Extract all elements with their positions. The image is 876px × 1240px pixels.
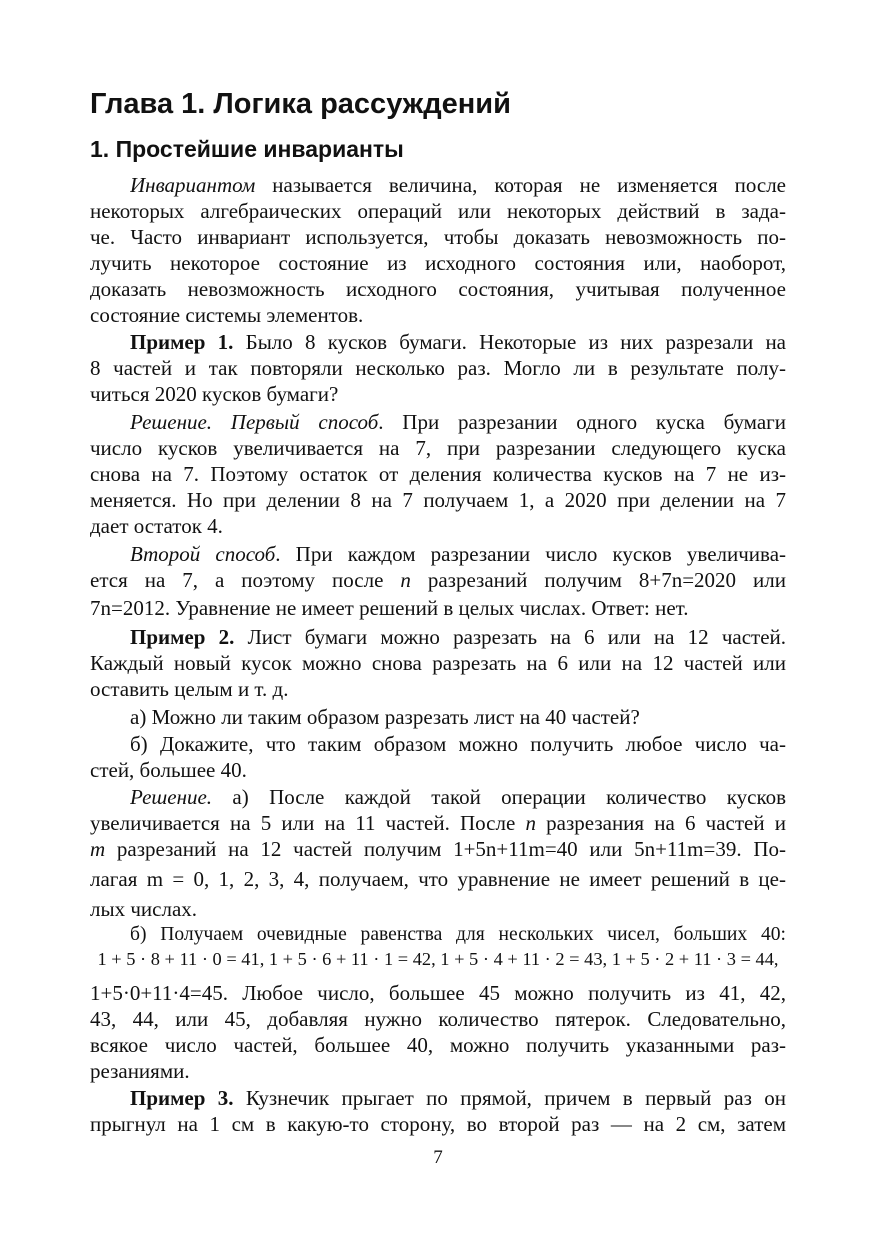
solution-line: Решение. а) После каждой такой операции количество кусков: [130, 785, 786, 809]
text-line: че. Часто инвариант используется, чтобы доказать невозможность по-: [90, 225, 786, 249]
equation: 7n=2012.: [90, 596, 171, 620]
text-line: Инвариантом называется величина, которая не изменяется после: [130, 173, 786, 197]
text-line: состояние системы элементов.: [90, 303, 364, 327]
text-line: доказать невозможность исходного состояния, учитывая полученное: [90, 277, 786, 301]
text-line: дает остаток 4.: [90, 514, 223, 538]
equation: m = 0, 1, 2, 3, 4,: [146, 867, 310, 891]
text-line: m разрезаний на 12 частей получим 1+5n+11m=40 или 5n+11m=39. По-: [90, 837, 786, 861]
solution-label: Решение. Первый способ: [130, 410, 379, 434]
text-line: некоторых алгебраических операций или некоторых действий в зада-: [90, 199, 786, 223]
section-title: 1. Простейшие инварианты: [90, 136, 404, 162]
text-line: 8 частей и так повторяли несколько раз. Могло ли в результате полу-: [90, 356, 786, 380]
equation: 5n+11m=39.: [634, 837, 742, 861]
text-line: оставить целым и т. д.: [90, 677, 289, 701]
text-line: резаниями.: [90, 1059, 190, 1083]
text-line: 1+5·0+11·4=45. Любое число, большее 45 можно получить из 41, 42,: [90, 981, 786, 1005]
text-line: меняется. Но при делении 8 на 7 получаем 1, а 2020 при делении на 7: [90, 488, 786, 512]
text-line: Каждый новый кусок можно снова разрезать на 6 или на 12 частей или: [90, 651, 786, 675]
text-line: число кусков увеличивается на 7, при разрезании следующего куска: [90, 436, 786, 460]
text-line: увеличивается на 5 или на 11 частей. После n разрезания на 6 частей и: [90, 811, 786, 835]
solution-line: Второй способ. При каждом разрезании число кусков увеличива-: [130, 542, 786, 566]
text-line: стей, большее 40.: [90, 758, 247, 782]
text-line: читься 2020 кусков бумаги?: [90, 382, 339, 406]
example-2-line: Пример 2. Лист бумаги можно разрезать на 6 или на 12 частей.: [130, 625, 786, 649]
text-line: снова на 7. Поэтому остаток от деления количества кусков на 7 не из-: [90, 462, 786, 486]
equation: 8+7n=2020: [638, 568, 737, 592]
text-line: лых числах.: [90, 897, 198, 921]
text-line: прыгнул на 1 см в какую-то сторону, во второй раз — на 2 см, затем: [90, 1112, 786, 1136]
text-line: ется на 7, а поэтому после n разрезаний получим 8+7n=2020 или: [90, 568, 786, 592]
solution-label: Решение.: [130, 785, 213, 809]
text-line: б) Получаем очевидные равенства для нескольких чисел, больших 40:: [130, 924, 786, 945]
equation: 1+5·0+11·4=45.: [90, 981, 228, 1005]
variable-n: n: [400, 568, 411, 592]
example-label: Пример 3.: [130, 1086, 234, 1110]
example-label: Пример 1.: [130, 330, 234, 354]
text-line: 7n=2012. Уравнение не имеет решений в целых числах. Ответ: нет.: [90, 596, 689, 620]
page-number: 7: [433, 1147, 443, 1168]
term-invariant: Инвариантом: [130, 173, 256, 197]
example-3-line: Пример 3. Кузнечик прыгает по прямой, причем в первый раз он: [130, 1086, 786, 1110]
variable-m: m: [90, 837, 106, 861]
variable-n: n: [525, 811, 536, 835]
text-line: 43, 44, или 45, добавляя нужно количество пятерок. Следовательно,: [90, 1007, 786, 1031]
solution-line: Решение. Первый способ. При разрезании одного куска бумаги: [130, 410, 786, 434]
text-line: всякое число частей, большее 40, можно получить указанными раз-: [90, 1033, 786, 1057]
text-line: лагая m = 0, 1, 2, 3, 4, получаем, что уравнение не имеет решений в це-: [90, 867, 786, 891]
example-1-line: Пример 1. Было 8 кусков бумаги. Некоторые из них разрезали на: [130, 330, 786, 354]
question-b: б) Докажите, что таким образом можно получить любое число ча-: [130, 732, 786, 756]
text-line: лучить некоторое состояние из исходного состояния или, наоборот,: [90, 251, 786, 275]
example-label: Пример 2.: [130, 625, 235, 649]
formula-line: 1 + 5 · 8 + 11 · 0 = 41, 1 + 5 · 6 + 11 · 1 = 42, 1 + 5 · 4 + 11 · 2 = 43, 1 + 5 · 2 + 11 · 3 = 44,: [97, 949, 779, 969]
equation: 1+5n+11m=40: [453, 837, 578, 861]
second-method-label: Второй способ: [130, 542, 276, 566]
question-a: а) Можно ли таким образом разрезать лист на 40 частей?: [130, 705, 640, 729]
chapter-title: Глава 1. Логика рассуждений: [90, 88, 511, 120]
